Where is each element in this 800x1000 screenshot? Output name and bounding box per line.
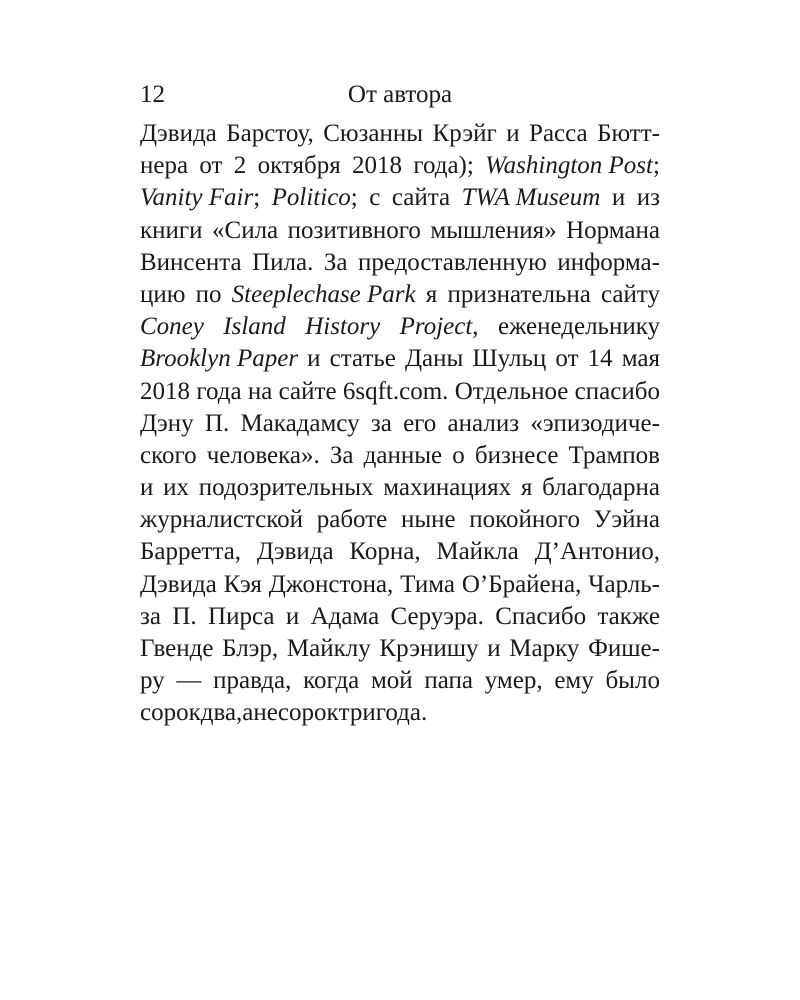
word-text: о xyxy=(452,441,465,469)
text-line xyxy=(140,697,660,729)
word-text: с xyxy=(369,184,381,212)
word-text: книги xyxy=(140,216,203,244)
word-text: года. xyxy=(375,699,428,727)
word-text: ру xyxy=(140,667,165,695)
word-text: Блэр, xyxy=(222,635,279,662)
word-text: Д’Антонио, xyxy=(534,538,660,566)
italic-word: Politico xyxy=(271,184,351,212)
word-text: 2 xyxy=(233,152,247,180)
word xyxy=(588,569,660,601)
word-text: и xyxy=(140,474,154,502)
word xyxy=(349,536,420,568)
word xyxy=(272,182,358,214)
word-text: не xyxy=(253,699,278,727)
word xyxy=(317,504,388,536)
word xyxy=(234,150,247,182)
word xyxy=(506,118,519,150)
word-text: за xyxy=(140,602,161,630)
word-text: Уэйна xyxy=(593,506,660,534)
word-text: , xyxy=(472,313,479,341)
word xyxy=(140,150,188,182)
word-text: Дэвида xyxy=(140,570,217,598)
word-text: сайту xyxy=(600,280,660,308)
word xyxy=(208,601,274,633)
word xyxy=(352,150,402,182)
word-text: и xyxy=(285,602,300,630)
word-text: Адама xyxy=(310,602,380,630)
word-text: 2018 xyxy=(352,152,403,180)
word-text: Макадамсу xyxy=(240,409,360,437)
word-text: и xyxy=(487,635,501,662)
word xyxy=(358,247,547,279)
word-text: Даны xyxy=(404,345,464,373)
word-text: За xyxy=(329,441,354,469)
word xyxy=(224,569,262,601)
word xyxy=(575,376,660,408)
word xyxy=(207,440,320,472)
text-line xyxy=(140,633,660,665)
word-text: «эпизодиче- xyxy=(530,409,660,437)
word-text: Бютт- xyxy=(597,120,660,147)
word xyxy=(286,601,299,633)
text-line xyxy=(140,440,660,472)
word-text: Марку xyxy=(509,635,580,662)
word xyxy=(597,118,660,150)
word xyxy=(447,279,590,311)
word-text: правда, xyxy=(213,667,292,695)
word-text: 14 xyxy=(587,345,613,373)
text-line xyxy=(140,279,660,311)
word-text: ского xyxy=(140,441,197,469)
word xyxy=(475,440,559,472)
word-text: из xyxy=(636,184,660,212)
word xyxy=(278,697,339,729)
word xyxy=(287,633,371,665)
word-text: мой xyxy=(370,667,413,695)
text-line xyxy=(140,536,660,568)
word xyxy=(426,279,438,311)
word xyxy=(521,472,533,504)
word-text: ему xyxy=(554,667,594,695)
text-line xyxy=(140,215,660,247)
word-text: Корна, xyxy=(349,538,421,566)
word xyxy=(487,633,500,665)
word xyxy=(212,215,278,247)
word xyxy=(232,279,416,311)
word-text: сайте xyxy=(278,377,337,405)
word xyxy=(140,182,260,214)
word-text: когда xyxy=(303,667,360,695)
word-text: Дэвида xyxy=(256,538,334,566)
word xyxy=(199,150,222,182)
word-text: Отдельное xyxy=(454,377,569,405)
word xyxy=(140,376,190,408)
word-text: информа- xyxy=(557,248,660,276)
word-text: Расса xyxy=(529,120,588,147)
text-line xyxy=(140,311,660,343)
word-text: анализ xyxy=(447,409,520,437)
word xyxy=(413,150,474,182)
word xyxy=(140,697,201,729)
word xyxy=(257,536,334,568)
word xyxy=(555,343,578,375)
word xyxy=(498,311,660,343)
word xyxy=(369,182,380,214)
word-text: нера xyxy=(140,152,189,180)
word xyxy=(258,150,341,182)
running-head xyxy=(140,78,660,112)
word-text: Пирса xyxy=(208,602,275,630)
word xyxy=(205,408,229,440)
word xyxy=(594,504,660,536)
word xyxy=(403,408,436,440)
word-text: сорок xyxy=(140,699,201,727)
word-text: П. xyxy=(204,409,230,437)
word xyxy=(223,311,286,343)
word xyxy=(509,633,579,665)
word xyxy=(242,697,253,729)
word xyxy=(452,440,465,472)
word-text: также xyxy=(597,602,660,630)
word xyxy=(612,182,625,214)
word xyxy=(140,504,303,536)
word xyxy=(430,215,556,247)
word xyxy=(176,665,201,697)
word xyxy=(330,440,354,472)
word-text: подозрительных xyxy=(198,474,374,502)
text-line xyxy=(140,376,660,408)
word xyxy=(530,408,660,440)
word-text: ; xyxy=(652,152,660,180)
word xyxy=(569,440,660,472)
word xyxy=(622,343,660,375)
word xyxy=(371,665,413,697)
word xyxy=(252,247,313,279)
word-text: Пила. xyxy=(252,248,314,276)
word xyxy=(392,182,450,214)
word-text: еженедельнику xyxy=(497,313,660,341)
word xyxy=(330,343,396,375)
word-text: Дэвида xyxy=(140,120,217,147)
word xyxy=(222,633,278,665)
word-text: 6sqft.com. xyxy=(342,377,449,405)
word xyxy=(140,633,213,665)
word-text: Барретта, xyxy=(140,538,242,566)
word-text: Дэну xyxy=(140,409,194,437)
word xyxy=(542,472,660,504)
word-text: Тима xyxy=(400,570,455,598)
word xyxy=(401,504,456,536)
word-text: сайта xyxy=(391,184,451,212)
word-text: Крэнишу xyxy=(379,635,479,662)
word xyxy=(554,665,593,697)
word-text: — xyxy=(176,667,202,695)
word-text: Крэйг xyxy=(432,120,497,147)
italic-word: History xyxy=(305,313,381,341)
word xyxy=(371,408,392,440)
word-text: махинациях xyxy=(383,474,512,502)
word xyxy=(269,569,394,601)
italic-word: Coney xyxy=(140,313,204,341)
word-text: я xyxy=(425,280,438,308)
word-text: ; xyxy=(253,184,261,212)
word xyxy=(324,247,348,279)
word xyxy=(240,408,359,440)
italic-word: Vanity Fair xyxy=(140,184,254,212)
word-text: Майклу xyxy=(286,635,371,662)
word-text: и xyxy=(611,184,626,212)
word xyxy=(433,118,497,150)
text-line xyxy=(140,569,660,601)
word xyxy=(213,665,291,697)
word-text: «Сила xyxy=(212,216,279,244)
word xyxy=(485,150,660,182)
word xyxy=(529,118,588,150)
word xyxy=(400,569,455,601)
word-text: Чарль- xyxy=(588,570,660,598)
word xyxy=(485,665,543,697)
word xyxy=(140,440,197,472)
word-text: от xyxy=(199,152,223,180)
word xyxy=(253,697,277,729)
word-text: за xyxy=(370,409,392,437)
text-line xyxy=(140,247,660,279)
word xyxy=(605,665,660,697)
word-text: мая xyxy=(621,345,660,373)
word xyxy=(462,182,601,214)
word xyxy=(288,215,421,247)
word-text: признательна xyxy=(447,280,591,308)
text-line xyxy=(140,118,660,150)
word xyxy=(163,472,189,504)
word-text: Спасибо xyxy=(495,602,587,630)
word-text: Винсента xyxy=(140,248,242,276)
word xyxy=(436,536,518,568)
word xyxy=(601,279,660,311)
word-text: благодарна xyxy=(542,474,660,502)
word-text: покойного xyxy=(469,506,580,534)
word-text: О’Брайена, xyxy=(461,570,582,598)
word-text: мышления» xyxy=(430,216,557,244)
word xyxy=(557,247,660,279)
word xyxy=(597,601,660,633)
word-text: работе xyxy=(316,506,388,534)
word xyxy=(140,408,194,440)
word-text: бизнесе xyxy=(474,441,559,469)
word xyxy=(140,247,242,279)
italic-word: Steeplechase Park xyxy=(231,280,416,308)
word xyxy=(455,376,569,408)
body-text xyxy=(140,118,660,730)
word xyxy=(226,118,313,150)
word xyxy=(383,472,511,504)
word xyxy=(140,472,153,504)
word xyxy=(279,376,337,408)
word-text: Сюзанны xyxy=(323,120,424,147)
word-text: Майкла xyxy=(436,538,519,566)
text-line xyxy=(140,343,660,375)
text-line xyxy=(140,150,660,182)
word-text: от xyxy=(555,345,579,373)
word xyxy=(305,311,380,343)
word xyxy=(535,536,660,568)
word xyxy=(364,440,442,472)
word xyxy=(140,569,217,601)
text-line xyxy=(140,504,660,536)
chapter-title: От автора xyxy=(347,81,453,108)
word-text: его xyxy=(403,409,437,437)
word xyxy=(140,311,204,343)
word xyxy=(588,633,660,665)
word xyxy=(303,665,359,697)
word-text: Трампов xyxy=(568,441,660,469)
word-text: и xyxy=(307,345,321,373)
word-text: года); xyxy=(413,152,474,180)
word xyxy=(376,697,427,729)
word xyxy=(469,504,580,536)
word xyxy=(343,376,449,408)
word xyxy=(391,601,484,633)
italic-word: TWA Museum xyxy=(461,184,601,212)
word xyxy=(140,536,241,568)
page-number: 12 xyxy=(140,81,165,108)
word-text: папа xyxy=(424,667,474,695)
word-text: человека». xyxy=(206,441,320,469)
italic-word: Island xyxy=(223,313,286,341)
word xyxy=(199,472,374,504)
word xyxy=(379,633,478,665)
text-line xyxy=(140,601,660,633)
word-text: сорок xyxy=(277,699,339,727)
word xyxy=(248,376,272,408)
word-text: За xyxy=(323,248,348,276)
word xyxy=(462,569,582,601)
word-text: 2018 xyxy=(140,377,190,405)
word xyxy=(140,279,185,311)
word-text: Серуэра. xyxy=(390,602,484,630)
word xyxy=(311,601,380,633)
word-text: предоставленную xyxy=(357,248,547,276)
word-text: на xyxy=(247,377,273,405)
italic-word: Washington Post xyxy=(485,152,653,180)
word-text: их xyxy=(163,474,190,502)
word-text: журналистской xyxy=(140,506,304,534)
italic-word: Brooklyn Paper xyxy=(140,345,299,373)
word-text: а xyxy=(242,699,254,727)
word xyxy=(323,118,423,150)
word xyxy=(307,343,320,375)
word-text: и xyxy=(506,120,520,147)
word-text: Гвенде xyxy=(140,635,214,662)
word xyxy=(201,697,243,729)
word-text: ныне xyxy=(400,506,456,534)
text-line xyxy=(140,472,660,504)
word-text: спасибо xyxy=(574,377,660,405)
word-text: Барстоу, xyxy=(226,120,314,147)
word-text: П. xyxy=(172,602,197,630)
text-line xyxy=(140,665,660,697)
word-text: умер, xyxy=(484,667,543,695)
word xyxy=(472,343,546,375)
word-text: позитивного xyxy=(287,216,421,244)
word xyxy=(566,215,660,247)
word xyxy=(140,665,165,697)
word-text: года xyxy=(196,377,242,405)
text-line xyxy=(140,182,660,214)
word xyxy=(140,118,217,150)
word xyxy=(140,343,298,375)
word-text: ; xyxy=(350,184,358,212)
word-text: данные xyxy=(363,441,443,469)
word-text: два, xyxy=(200,699,243,727)
word-text: Нормана xyxy=(566,216,660,244)
word xyxy=(495,601,586,633)
word-text: по xyxy=(195,280,222,308)
word-text: статье xyxy=(329,345,396,373)
word xyxy=(588,343,613,375)
word-text: три xyxy=(338,699,376,727)
word-text: Джонстона, xyxy=(268,570,394,598)
word xyxy=(400,311,479,343)
text-line xyxy=(140,408,660,440)
word-text: октября xyxy=(257,152,341,180)
word-text: цию xyxy=(140,280,186,308)
word xyxy=(196,376,241,408)
word xyxy=(405,343,463,375)
word xyxy=(448,408,520,440)
word-text: Фише- xyxy=(588,635,660,662)
word xyxy=(140,215,203,247)
word-text: было xyxy=(605,667,660,695)
word xyxy=(196,279,222,311)
word xyxy=(637,182,660,214)
word-text: Кэя xyxy=(223,570,262,598)
word xyxy=(140,601,161,633)
word xyxy=(172,601,196,633)
word-text: Шульц xyxy=(472,345,547,373)
word xyxy=(339,697,376,729)
word xyxy=(424,665,473,697)
word-text: я xyxy=(520,474,533,502)
italic-word: Project xyxy=(399,313,473,341)
